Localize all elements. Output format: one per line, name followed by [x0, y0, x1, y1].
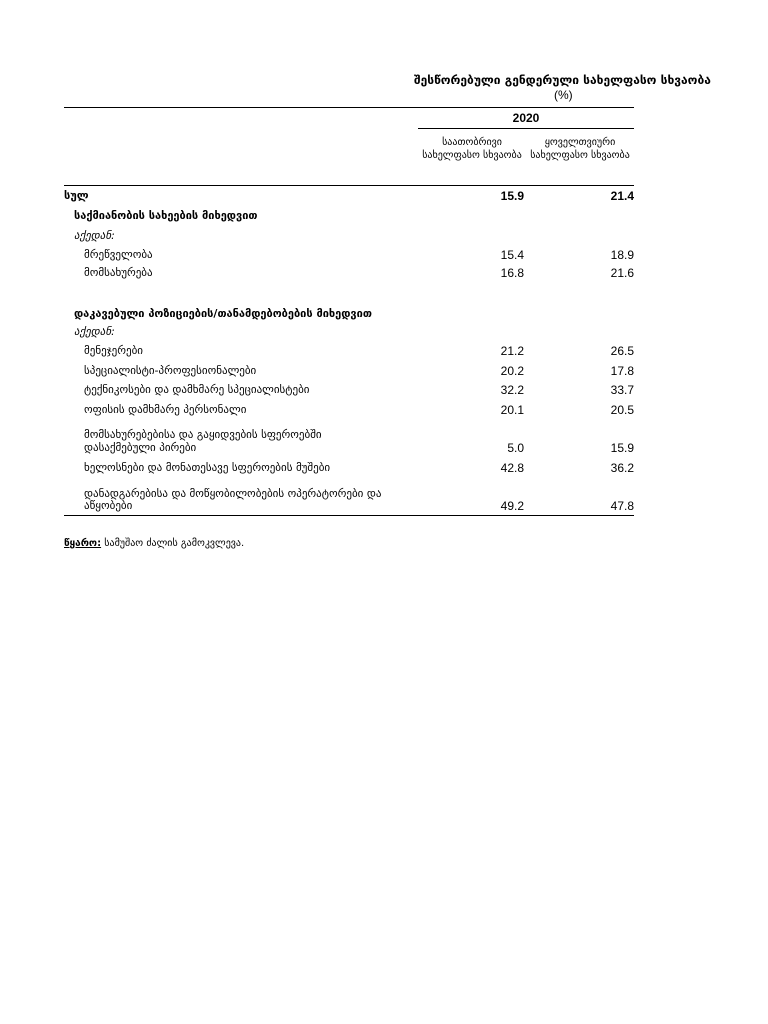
year-rule [418, 128, 634, 129]
row-total-label: სულ [64, 189, 89, 202]
row-label-line2: აწყობები [84, 499, 133, 512]
row-label-line2: დასაქმებული პირები [84, 441, 197, 454]
row-value-hourly: 16.8 [500, 266, 524, 280]
unit-label: (%) [554, 88, 573, 102]
section-sub-label: აქედან: [74, 229, 115, 242]
row-value-hourly: 32.2 [500, 383, 524, 397]
row-value-monthly: 47.8 [610, 499, 634, 513]
year-header: 2020 [512, 111, 540, 125]
row-value-monthly: 15.9 [610, 441, 634, 455]
row-value-monthly: 26.5 [610, 344, 634, 358]
row-label-line1: დანადგარებისა და მოწყობილობების ოპერატორები და [84, 487, 382, 500]
top-rule [64, 107, 634, 108]
row-label: ოფისის დამხმარე პერსონალი [84, 403, 247, 416]
section-heading-activity: საქმიანობის სახეების მიხედვით [74, 209, 258, 222]
row-label: სპეციალისტი-პროფესიონალები [84, 364, 257, 377]
row-label-line1: მომსახურებებისა და გაყიდვების სფეროებში [84, 428, 322, 441]
row-value-hourly: 21.2 [500, 344, 524, 358]
row-value-hourly: 15.4 [500, 248, 524, 262]
row-label: მენეჯერები [84, 344, 143, 357]
row-label: ტექნიკოსები და დამხმარე სპეციალისტები [84, 383, 310, 396]
col-header-monthly: ყოველთვიური სახელფასო სხვაობა [530, 137, 630, 161]
row-total-hourly: 15.9 [500, 189, 524, 203]
section-sub-label: აქედან: [74, 325, 115, 338]
header-rule [64, 185, 634, 186]
row-value-monthly: 33.7 [610, 383, 634, 397]
row-value-monthly: 18.9 [610, 248, 634, 262]
bottom-rule [64, 515, 634, 516]
source-key: წყარო: [64, 538, 102, 549]
table-title: შესწორებული გენდერული სახელფასო სხვაობა [414, 73, 711, 87]
col-header-hourly: საათობრივი სახელფასო სხვაობა [422, 137, 522, 161]
row-value-hourly: 42.8 [500, 461, 524, 475]
row-value-monthly: 17.8 [610, 364, 634, 378]
row-label: მრეწველობა [84, 248, 153, 261]
row-value-hourly: 49.2 [500, 499, 524, 513]
section-heading-occupation: დაკავებული პოზიციების/თანამდებობების მიხედვით [74, 307, 372, 320]
row-value-monthly: 21.6 [610, 266, 634, 280]
row-value-monthly: 36.2 [610, 461, 634, 475]
row-value-hourly: 5.0 [507, 441, 524, 455]
source-note [64, 538, 244, 549]
row-value-hourly: 20.1 [500, 403, 524, 417]
row-value-monthly: 20.5 [610, 403, 634, 417]
row-label: მომსახურება [84, 266, 153, 279]
source-text: სამუშაო ძალის გამოკვლევა. [104, 538, 245, 549]
row-label: ხელოსნები და მონათესავე სფეროების მუშები [84, 461, 331, 474]
row-total-monthly: 21.4 [610, 189, 634, 203]
row-value-hourly: 20.2 [500, 364, 524, 378]
